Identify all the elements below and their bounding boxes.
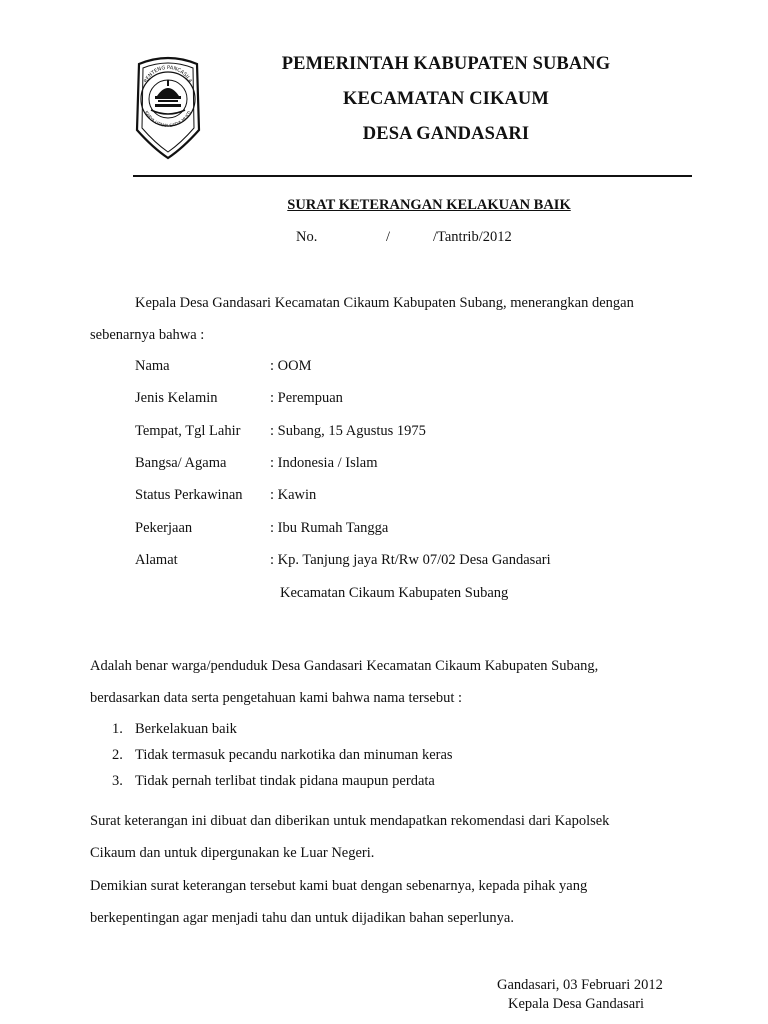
closing-paragraph — [90, 870, 678, 934]
point-text: Berkelakuan baik — [135, 721, 237, 737]
field-value: : OOM — [270, 358, 312, 374]
letter-title: SURAT KETERANGAN KELAKUAN BAIK — [287, 197, 571, 213]
field-value: : Indonesia / Islam — [270, 455, 378, 471]
field-value: : Ibu Rumah Tangga — [270, 520, 389, 536]
field-label: Jenis Kelamin — [135, 390, 218, 406]
purpose-line-1: Surat keterangan ini dibuat dan diberikan untuk mendapatkan rekomendasi dari Kapolsek — [90, 813, 610, 829]
purpose-line-2: Cikaum dan untuk dipergunakan ke Luar Negeri. — [90, 845, 375, 861]
field-label: Bangsa/ Agama — [135, 455, 227, 471]
statement-line-1: Adalah benar warga/penduduk Desa Gandasari Kecamatan Cikaum Kabupaten Subang, — [90, 658, 599, 674]
point-text: Tidak termasuk pecandu narkotika dan minuman keras — [135, 747, 453, 763]
field-label: Alamat — [135, 552, 178, 568]
letterhead-divider — [133, 175, 692, 177]
address-continuation: Kecamatan Cikaum Kabupaten Subang — [280, 585, 509, 601]
purpose-paragraph — [90, 805, 678, 869]
header-village: DESA GANDASARI — [362, 124, 530, 144]
field-value: : Kawin — [270, 487, 317, 503]
letter-number-suffix: /Tantrib/2012 — [433, 229, 512, 245]
logo-text-top: BENTENG PANCASILA — [143, 64, 193, 85]
closing-line-2: berkepentingan agar menjadi tahu dan untuk dijadikan bahan seperlunya. — [90, 910, 514, 926]
closing-line-1: Demikian surat keterangan tersebut kami buat dengan sebenarnya, kepada pihak yang — [90, 878, 588, 894]
logo-text-bottom: KARYA UTAMA SATYA MUKTI — [144, 110, 192, 129]
intro-line-1: Kepala Desa Gandasari Kecamatan Cikaum Kabupaten Subang, menerangkan dengan — [135, 295, 634, 311]
intro-line-2: sebenarnya bahwa : — [90, 327, 205, 343]
point-number: 1. — [112, 721, 123, 737]
field-label: Nama — [135, 358, 170, 374]
header-district: KECAMATAN CIKAUM — [343, 89, 549, 109]
intro-paragraph — [90, 287, 678, 351]
statement-paragraph — [90, 650, 678, 714]
field-value: : Perempuan — [270, 390, 343, 406]
point-number: 3. — [112, 773, 123, 789]
letter-number-slash: / — [386, 229, 391, 245]
point-text: Tidak pernah terlibat tindak pidana maupun perdata — [135, 773, 435, 789]
field-label: Pekerjaan — [135, 520, 193, 536]
letter-number-prefix: No. — [296, 229, 318, 245]
field-value: : Subang, 15 Agustus 1975 — [270, 423, 426, 439]
field-label: Status Perkawinan — [135, 487, 243, 503]
signature-position: Kepala Desa Gandasari — [508, 996, 645, 1012]
field-label: Tempat, Tgl Lahir — [135, 423, 241, 439]
statement-line-2: berdasarkan data serta pengetahuan kami bahwa nama tersebut : — [90, 690, 463, 706]
signature-place-date: Gandasari, 03 Februari 2012 — [497, 977, 663, 993]
point-number: 2. — [112, 747, 123, 763]
header-government: PEMERINTAH KABUPATEN SUBANG — [281, 54, 611, 74]
field-value: : Kp. Tanjung jaya Rt/Rw 07/02 Desa Gandasari — [270, 552, 551, 568]
